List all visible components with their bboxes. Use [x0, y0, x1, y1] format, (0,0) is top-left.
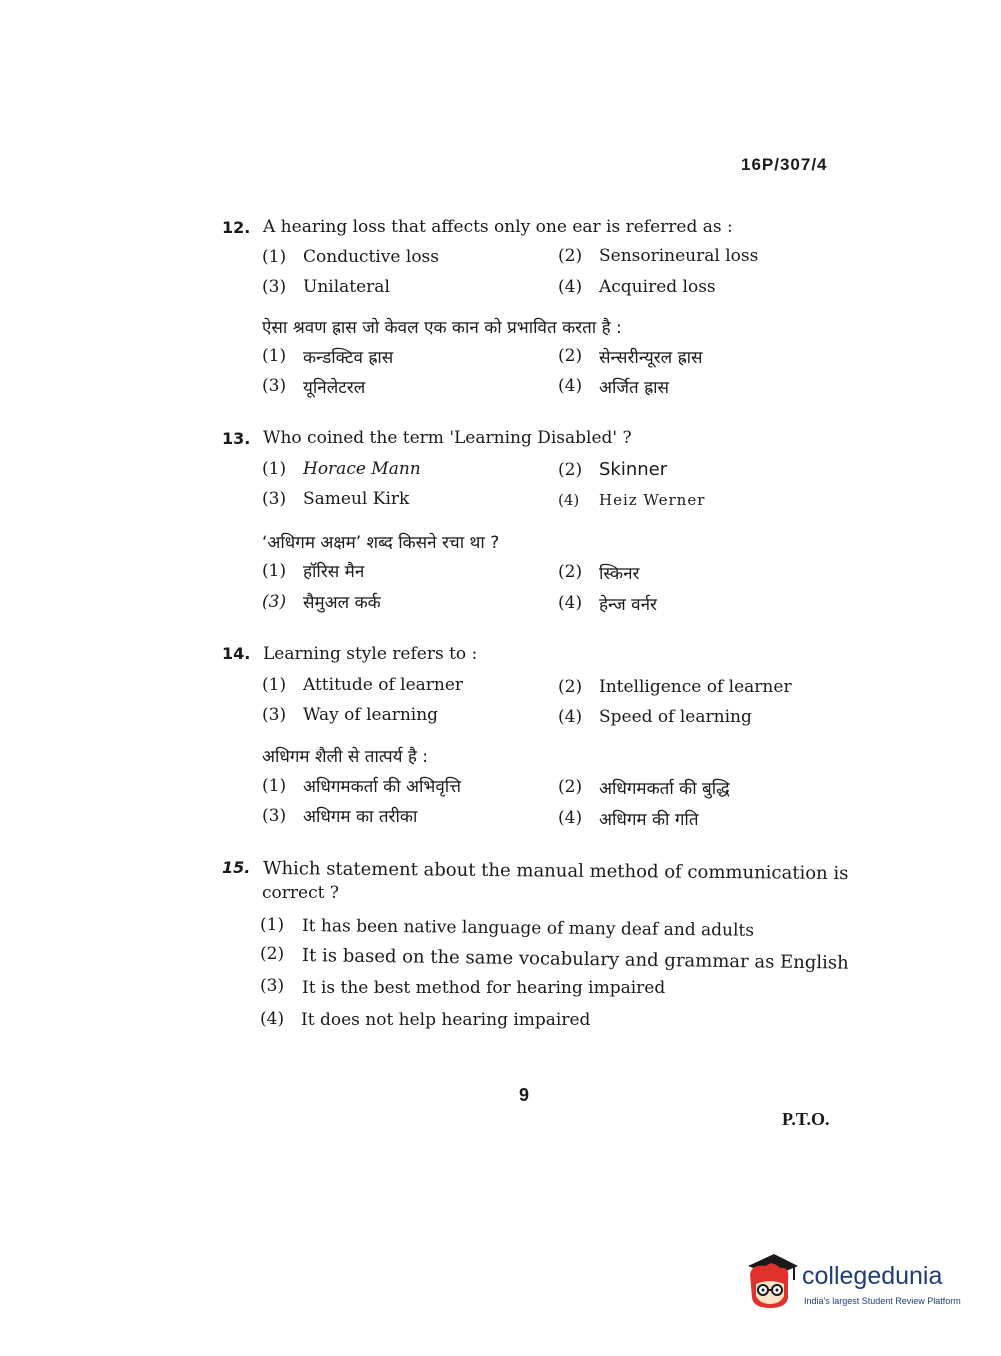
option-number: (3)	[262, 705, 287, 725]
option-number: (2)	[558, 246, 583, 266]
option-number: (1)	[262, 776, 287, 796]
option-number: (1)	[262, 675, 287, 695]
option-text-hindi: सेन्सरीन्यूरल ह्रास	[599, 348, 703, 368]
option-text: Heiz Werner	[599, 491, 706, 509]
option-text-hindi: अधिगम की गति	[599, 810, 699, 830]
option-number: (1)	[262, 459, 287, 479]
paper-code: 16P/307/4	[741, 155, 828, 174]
option-text-hindi: अधिगमकर्ता की अभिवृत्ति	[303, 777, 461, 797]
option-number: (4)	[558, 376, 583, 396]
option-number: (3)	[262, 806, 287, 826]
question-text-continued: correct ?	[262, 883, 339, 903]
collegedunia-mascot-icon	[742, 1250, 800, 1312]
option-text: Unilateral	[303, 277, 390, 297]
option-number: (4)	[558, 491, 580, 509]
option-text: It is the best method for hearing impaired	[302, 978, 666, 998]
question-text-hindi: ऐसा श्रवण ह्रास जो केवल एक कान को प्रभावित करता है :	[262, 318, 622, 338]
option-text-hindi: सैमुअल कर्क	[303, 593, 381, 613]
option-number: (3)	[262, 277, 287, 297]
question-number: 12.	[222, 218, 251, 237]
option-number: (4)	[558, 277, 583, 297]
option-number: (2)	[260, 944, 285, 964]
option-text: Speed of learning	[599, 707, 752, 727]
option-number: (1)	[262, 561, 287, 581]
option-number: (2)	[558, 677, 583, 697]
option-text-hindi: अधिगमकर्ता की बुद्धि	[599, 779, 730, 799]
brand-name: collegedunia	[802, 1262, 943, 1290]
collegedunia-watermark	[742, 1250, 972, 1320]
option-number: (2)	[558, 562, 583, 582]
question-text-hindi: अधिगम शैली से तात्पर्य है :	[262, 747, 429, 767]
option-text: Conductive loss	[303, 247, 439, 267]
option-number: (1)	[262, 247, 287, 267]
option-text: Way of learning	[303, 705, 439, 725]
question-text: Which statement about the manual method of communication is	[262, 858, 849, 885]
question-text: Who coined the term 'Learning Disabled' ?	[263, 428, 632, 448]
option-text: Sameul Kirk	[303, 489, 410, 509]
question-text: Learning style refers to :	[263, 644, 478, 664]
option-text-hindi: स्किनर	[599, 564, 640, 584]
option-number: (3)	[262, 489, 287, 509]
option-text: Acquired loss	[599, 277, 716, 297]
option-number: (3)	[262, 592, 287, 612]
option-number: (4)	[558, 808, 583, 828]
question-number: 14.	[222, 644, 251, 663]
option-number: (3)	[262, 376, 287, 396]
option-text: Horace Mann	[303, 459, 421, 479]
option-text-hindi: अर्जित ह्रास	[599, 378, 670, 398]
option-text-hindi: यूनिलेटरल	[303, 378, 366, 398]
option-number: (2)	[558, 777, 583, 797]
option-text: It does not help hearing impaired	[301, 1010, 591, 1030]
brand-tagline: India's largest Student Review Platform	[804, 1296, 961, 1306]
option-text-hindi: हेन्ज वर्नर	[599, 595, 657, 615]
question-number: 15.	[222, 858, 251, 877]
option-number: (2)	[558, 460, 583, 480]
pto-label: P.T.O.	[782, 1109, 830, 1129]
option-text-hindi: हॉरिस मैन	[303, 562, 365, 582]
question-text-hindi: ‘अधिगम अक्षम’ शब्द किसने रचा था ?	[262, 533, 500, 553]
option-text: Skinner	[599, 459, 668, 480]
option-text: Intelligence of learner	[599, 677, 792, 697]
option-text: It is based on the same vocabulary and grammar as English	[301, 945, 849, 974]
option-number: (4)	[260, 1009, 285, 1029]
question-number: 13.	[222, 429, 251, 448]
option-number: (1)	[260, 915, 285, 935]
option-number: (4)	[558, 707, 583, 727]
page-number: 9	[519, 1085, 530, 1105]
option-number: (3)	[260, 976, 285, 996]
option-number: (4)	[558, 593, 583, 613]
option-text-hindi: कन्डक्टिव ह्रास	[303, 348, 394, 368]
option-text: Attitude of learner	[303, 675, 464, 695]
option-text-hindi: अधिगम का तरीका	[303, 807, 418, 827]
option-number: (1)	[262, 346, 287, 366]
option-text: It has been native language of many deaf and adults	[301, 916, 755, 941]
option-number: (2)	[558, 346, 583, 366]
question-text: A hearing loss that affects only one ear is referred as :	[263, 217, 733, 237]
option-text: Sensorineural loss	[599, 246, 759, 266]
